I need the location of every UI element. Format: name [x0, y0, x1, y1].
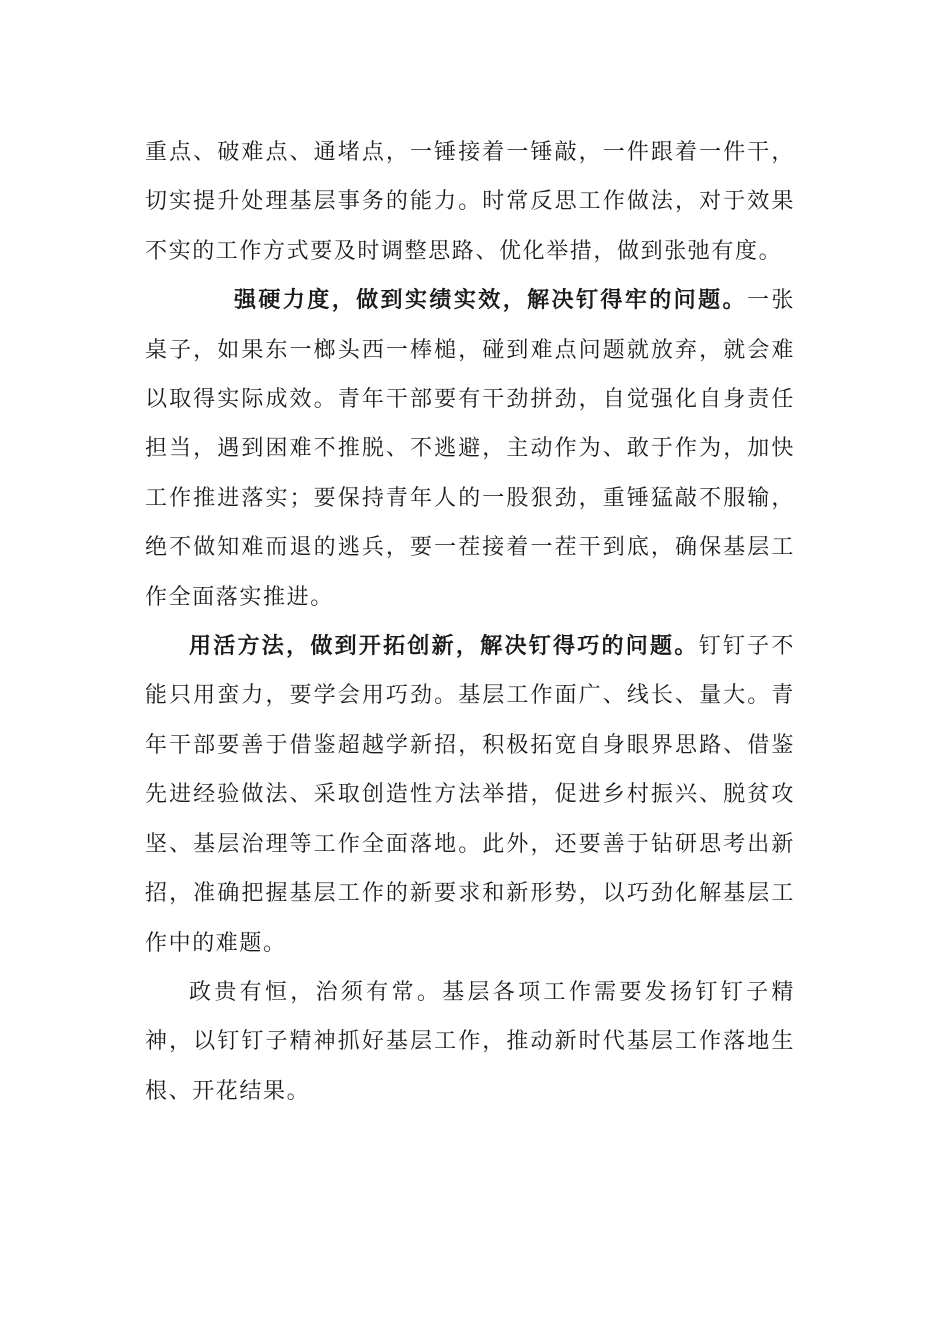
paragraph-continuation — [145, 128, 795, 276]
paragraph-firm-strength — [145, 276, 795, 622]
paragraph-body: 重点、破难点、通堵点，一锤接着一锤敲，一件跟着一件干，切实提升处理基层事务的能力。时常反思工作做法，对于效果不实的工作方式要及时调整思路、优化举措，做到张弛有度。 — [145, 140, 795, 264]
paragraph-conclusion — [145, 968, 795, 1116]
paragraph-body: 一张桌子，如果东一榔头西一棒槌，碰到难点问题就放弃，就会难以取得实际成效。青年干部要有干劲拼劲，自觉强化自身责任担当，遇到困难不推脱、不逃避，主动作为、敢于作为，加快工作推进落实；要保持青年人的一股狠劲，重锤猛敲不服输，绝不做知难而退的逃兵，要一茬接着一茬干到底，确保基层工作全面落实推进。 — [145, 288, 795, 610]
document-body — [145, 128, 795, 1116]
paragraph-lead-heading: 用活方法，做到开拓创新，解决钉得巧的问题。 — [189, 633, 699, 660]
paragraph-lead-heading: 强硬力度，做到实绩实效，解决钉得牢的问题。 — [234, 287, 747, 314]
paragraph-body: 政贵有恒，治须有常。基层各项工作需要发扬钉钉子精神，以钉钉子精神抓好基层工作，推动新时代基层工作落地生根、开花结果。 — [145, 979, 795, 1104]
paragraph-body: 钉钉子不能只用蛮力，要学会用巧劲。基层工作面广、线长、量大。青年干部要善于借鉴超越学新招，积极拓宽自身眼界思路、借鉴先进经验做法、采取创造性方法举措，促进乡村振兴、脱贫攻坚、基层治理等工作全面落地。此外，还要善于钻研思考出新招，准确把握基层工作的新要求和新形势，以巧劲化解基层工作中的难题。 — [145, 634, 795, 956]
paragraph-flexible-methods — [145, 622, 795, 968]
